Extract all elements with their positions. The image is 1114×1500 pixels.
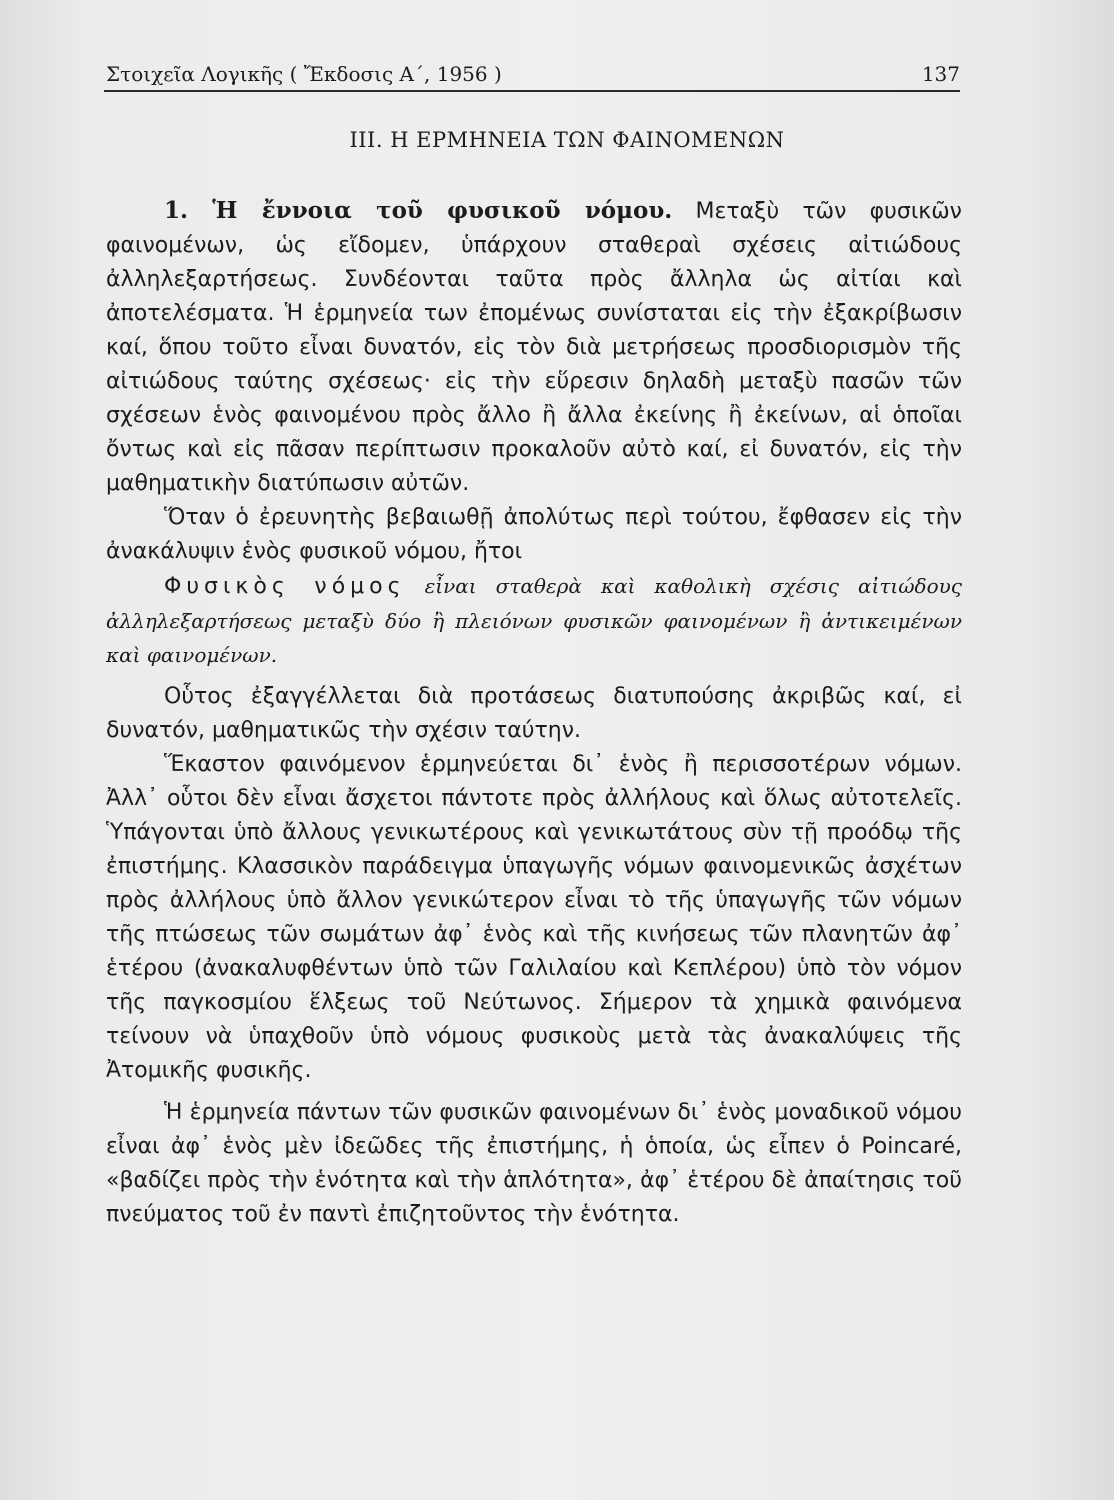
subsection-heading: 1. Ἡ ἔννοια τοῦ φυσικοῦ νόμου.	[164, 197, 673, 224]
paragraph-laws-subsumption: Ἕκαστον φαινόμενον ἑρμηνεύεται δι᾽ ἑνὸς ἢ περισσοτέρων νόμων. Ἀλλ᾽ οὗτοι δὲν εἶναι ἄσχετοι πάντοτε πρὸς ἀλλήλους καὶ ὅλως αὐτοτελεῖς. Ὑπάγονται ὑπὸ ἄλλους γενικωτέρους καὶ γενικωτάτους σὺν τῇ προόδῳ τῆς ἐπιστήμης. Κλασσικὸν παράδειγμα ὑπαγωγῆς νόμων φαινομενικῶς ἀσχέτων πρὸς ἀλλήλους ὑπὸ ἄλλον γενικώτερον εἶναι τὸ τῆς ὑπαγωγῆς τῶν νόμων τῆς πτώσεως τῶν σωμάτων ἀφ᾽ ἑνὸς καὶ τῆς κινήσεως τῶν πλανητῶν ἀφ᾽ ἑτέρου (ἀνακαλυφθέντων ὑπὸ τῶν Γαλιλαίου καὶ Κεπλέρου) ὑπὸ τὸν νόμον τῆς παγκοσμίου ἕλξεως τοῦ Νεύτωνος. Σήμερον τὰ χημικὰ φαινόμενα τείνουν νὰ ὑπαχθοῦν ὑπὸ νόμους φυσικοὺς μετὰ τὰς ἀνακαλύψεις τῆς Ἀτομικῆς φυσικῆς.	[106, 752, 962, 1083]
law-definition	[106, 569, 962, 672]
spacer	[106, 672, 962, 680]
spacer	[106, 1088, 962, 1096]
paragraph-announcement: Οὗτος ἐξαγγέλλεται διὰ προτάσεως διατυπούσης ἀκριβῶς καί, εἰ δυνατόν, μαθηματικῶς τὴν σχέσιν ταύτην.	[106, 684, 962, 743]
definition-term: Φυσικὸς νόμος	[164, 574, 406, 599]
definition-text: εἶναι σταθερὰ καὶ καθολικὴ σχέσις αἰτιώδους ἀλληλεξαρτήσεως μεταξὺ δύο ἢ πλειόνων φυσικῶν φαινομένων ἢ ἀντικειμένων καὶ φαινομένων.	[106, 574, 962, 667]
paragraph-researcher: Ὅταν ὁ ἐρευνητὴς βεβαιωθῇ ἀπολύτως περὶ τούτου, ἔφθασεν εἰς τὴν ἀνακάλυψιν ἑνὸς φυσικοῦ νόμου, ἤτοι	[106, 505, 962, 564]
running-title: Στοιχεῖα Λογικῆς ( Ἔκδοσις Α΄, 1956 )	[106, 62, 502, 86]
paragraph-unity: Ἡ ἑρμηνεία πάντων τῶν φυσικῶν φαινομένων δι᾽ ἑνὸς μοναδικοῦ νόμου εἶναι ἀφ᾽ ἑνὸς μὲν ἰδεῶδες τῆς ἐπιστήμης, ἡ ὁποία, ὡς εἶπεν ὁ Poincaré, «βαδίζει πρὸς τὴν ἑνότητα καὶ τὴν ἁπλότητα», ἀφ᾽ ἑτέρου δὲ ἀπαίτησις τοῦ πνεύματος τοῦ ἐν παντὶ ἐπιζητοῦντος τὴν ἑνότητα.	[106, 1100, 962, 1227]
body-text	[106, 194, 962, 1232]
page-number: 137	[921, 62, 960, 86]
paragraph-text: Μεταξὺ τῶν φυσικῶν φαινομένων, ὡς εἴδομεν, ὑπάρχουν σταθεραὶ σχέσεις αἰτιώδους ἀλληλεξαρτήσεως. Συνδέονται ταῦτα πρὸς ἄλληλα ὡς αἰτίαι καὶ ἀποτελέσματα. Ἡ ἑρμηνεία των ἐπομένως συνίσταται εἰς τὴν ἐξακρίβωσιν καί, ὅπου τοῦτο εἶναι δυνατόν, εἰς τὸν διὰ μετρήσεως προσδιορισμὸν τῆς αἰτιώδους ταύτης σχέσεως· εἰς τὴν εὕρεσιν δηλαδὴ μεταξὺ πασῶν τῶν σχέσεων ἑνὸς φαινομένου πρὸς ἄλλο ἢ ἄλλα ἐκείνης ἢ ἐκείνων, αἱ ὁποῖαι ὄντως καὶ εἰς πᾶσαν περίπτωσιν προκαλοῦν αὐτὸ καί, εἰ δυνατόν, εἰς τὴν μαθηματικὴν διατύπωσιν αὐτῶν.	[106, 199, 962, 496]
running-header	[104, 60, 960, 92]
section-title: ΙΙΙ. Η ΕΡΜΗΝΕΙΑ ΤΩΝ ΦΑΙΝΟΜΕΝΩΝ	[349, 128, 785, 152]
paragraph-natural-law-concept	[106, 194, 962, 501]
